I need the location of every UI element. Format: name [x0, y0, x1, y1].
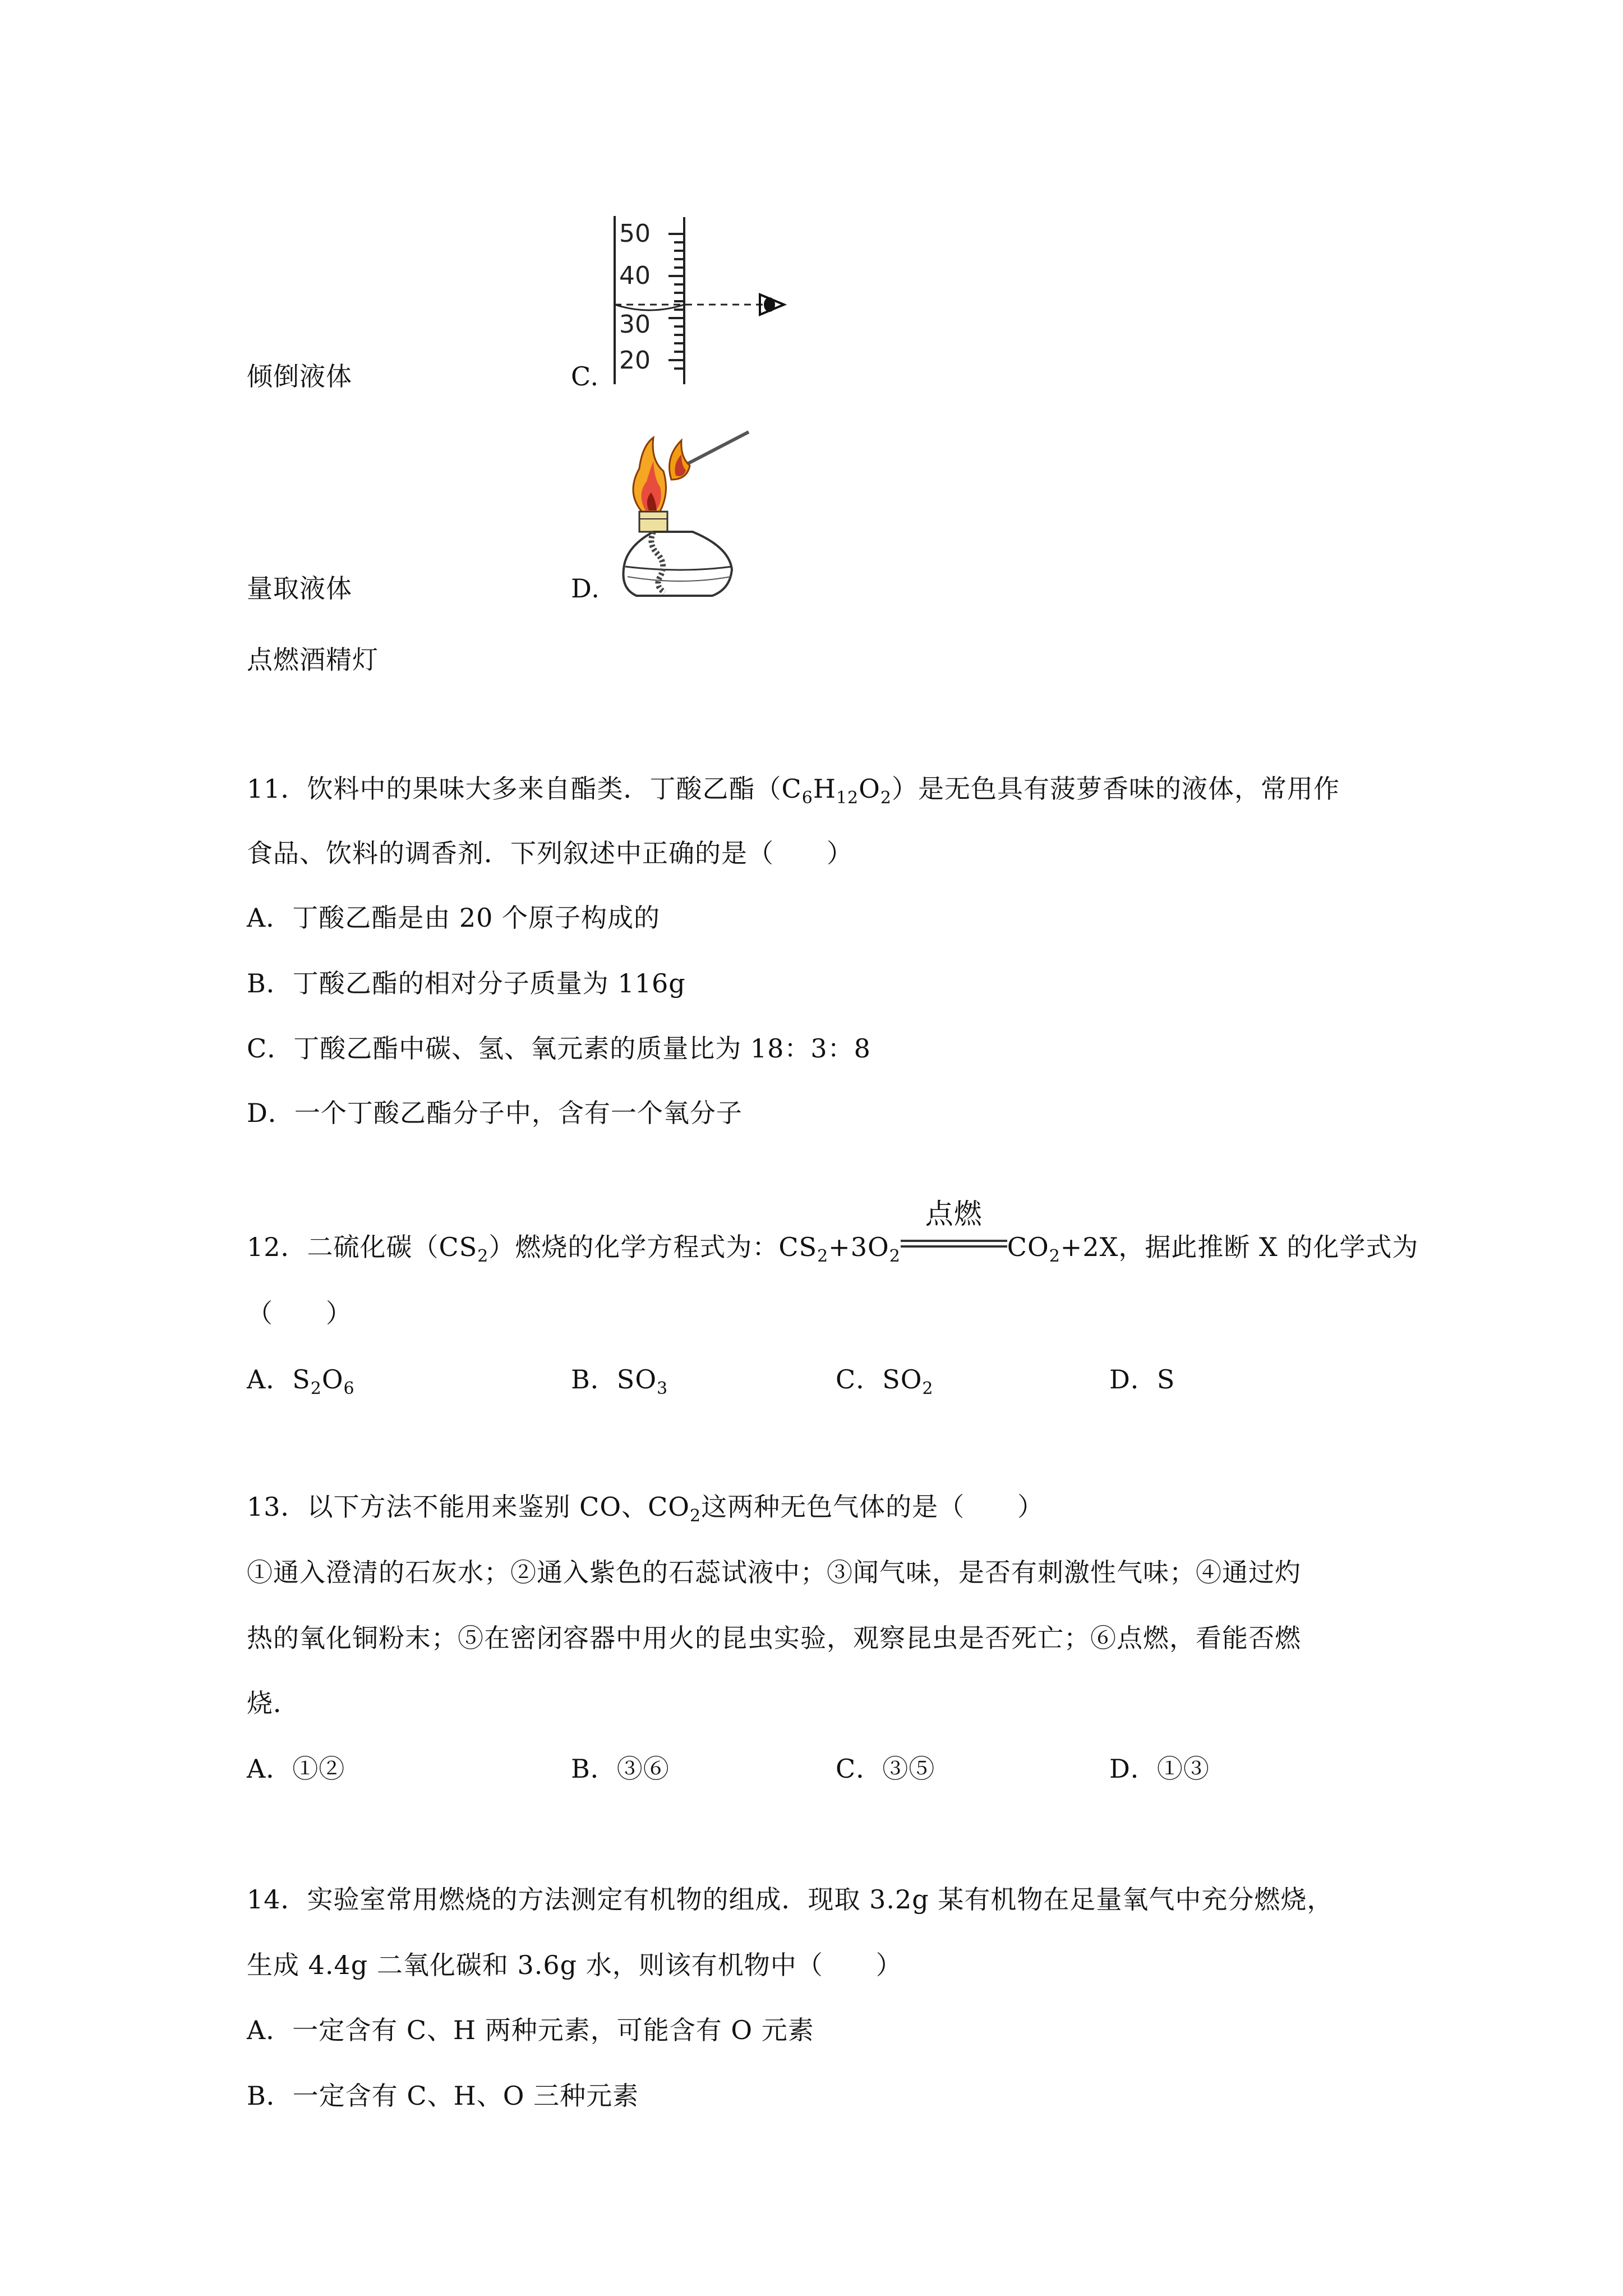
q11-option-b: B．丁酸乙酯的相对分子质量为 116g — [247, 968, 686, 999]
option-c-text: 量取液体 — [247, 573, 352, 604]
q11-option-d: D．一个丁酸乙酯分子中，含有一个氧分子 — [247, 1098, 743, 1128]
q11-option-a: A．丁酸乙酯是由 20 个原子构成的 — [247, 903, 660, 933]
q13-stem-line1: 13．以下方法不能用来鉴别 CO、$CO_2$这两种无色气体的是（ ） — [247, 1492, 1044, 1526]
q13-option-b: B．③⑥ — [571, 1754, 670, 1784]
option-d-label: D. — [571, 573, 600, 604]
reaction-condition-arrow — [901, 1198, 1007, 1264]
q12-option-a: A．$S_2O_6$ — [247, 1364, 355, 1398]
cylinder-tick-50: 50 — [619, 219, 651, 248]
q11-option-c: C．丁酸乙酯中碳、氢、氧元素的质量比为 18：3：8 — [247, 1033, 871, 1064]
q14-stem-line2: 生成 4.4g 二氧化碳和 3.6g 水，则该有机物中（ ） — [247, 1950, 902, 1980]
q14-option-a: A．一定含有 C、H 两种元素，可能含有 O 元素 — [247, 2015, 814, 2045]
q11-stem-line1: 11．饮料中的果味大多来自酯类．丁酸乙酯$(C_6H_{12}O_2)$是无色具有菠萝香味的液体，常用作 — [247, 774, 1340, 808]
graduated-cylinder-figure — [606, 216, 791, 395]
option-b-text: 倾倒液体 — [247, 361, 352, 392]
cylinder-tick-30: 30 — [619, 310, 651, 339]
option-d-text: 点燃酒精灯 — [247, 645, 379, 675]
q12-option-c: C．$SO_2$ — [836, 1364, 934, 1398]
cylinder-tick-40: 40 — [619, 261, 651, 290]
alcohol-lamp-figure — [608, 426, 760, 600]
q13-stem-line4: 烧． — [247, 1688, 299, 1718]
eye-icon — [760, 295, 784, 315]
q14-stem-line1: 14．实验室常用燃烧的方法测定有机物的组成．现取 3.2g 某有机物在足量氧气中充分燃烧， — [247, 1884, 1334, 1915]
q14-option-b: B．一定含有 C、H、O 三种元素 — [247, 2081, 639, 2111]
reaction-condition: 点燃 — [925, 1198, 983, 1230]
q12-stem-line1: 12．二硫化碳$(CS_2)$燃烧的化学方程式为：$CS_2+3O_2$ 点燃 $CO_2+2X$，据此推断 X 的化学式为 — [247, 1198, 1419, 1266]
q13-stem-line2: ①通入澄清的石灰水；②通入紫色的石蕊试液中；③闻气味，是否有刺激性气味；④通过灼 — [247, 1557, 1301, 1588]
q12-stem-line2: （ ） — [247, 1298, 352, 1328]
option-c-label: C. — [571, 361, 600, 392]
q13-option-a: A．①② — [247, 1754, 345, 1784]
q12-option-b: B．$SO_3$ — [571, 1364, 668, 1398]
q11-stem-line2: 食品、饮料的调香剂．下列叙述中正确的是（ ） — [247, 838, 853, 868]
q12-option-d: D．S — [1109, 1364, 1175, 1395]
cylinder-tick-20: 20 — [619, 346, 651, 375]
q13-option-d: D．①③ — [1109, 1754, 1210, 1784]
q13-stem-line3: 热的氧化铜粉末；⑤在密闭容器中用火的昆虫实验，观察昆虫是否死亡；⑥点燃，看能否燃 — [247, 1623, 1301, 1653]
q13-option-c: C．③⑤ — [836, 1754, 935, 1784]
